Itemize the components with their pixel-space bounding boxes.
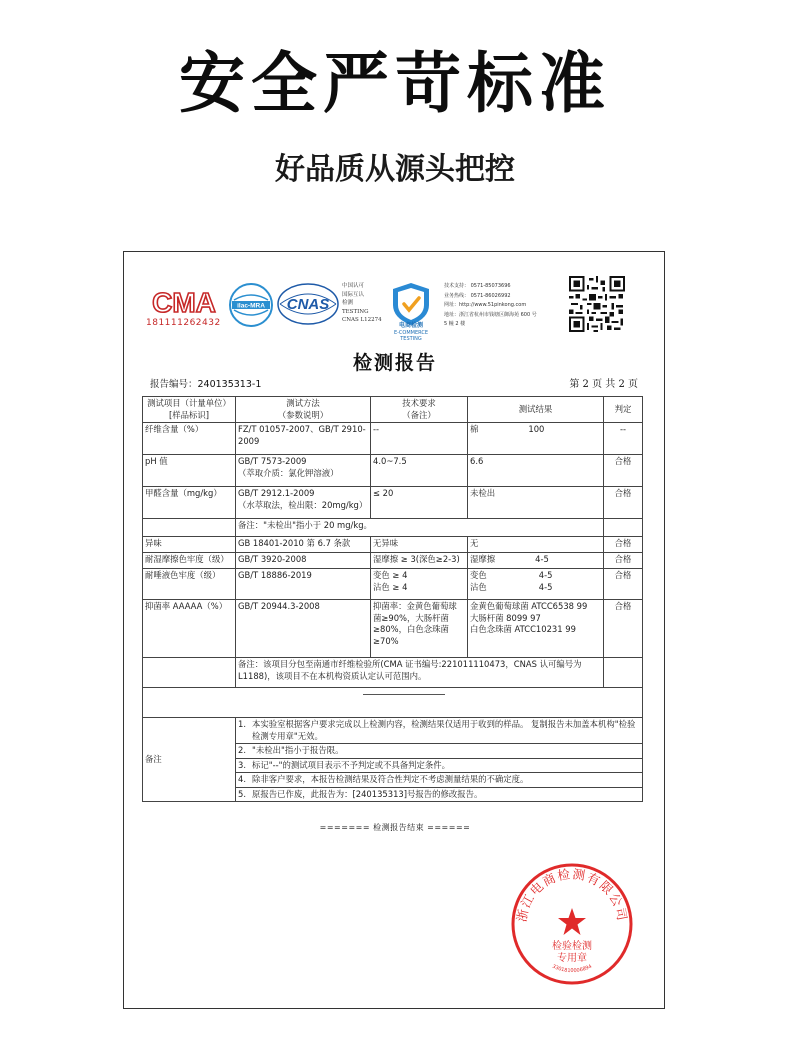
cell-result: 金黄色葡萄球菌 ATCC6538 99 大肠杆菌 8099 97 白色念珠菌 ATCC10231 99 [468, 600, 604, 658]
cell-result: 未检出 [468, 487, 604, 519]
address-line-2: 5 幢 2 楼 [444, 321, 466, 327]
cell-verdict: 合格 [604, 487, 643, 519]
cell-item: 纤维含量（%） [143, 423, 236, 455]
ilac-logo-text: ilac-MRA [237, 302, 265, 310]
cell-result: 湿摩擦 4-5 [468, 553, 604, 569]
cell-item: 耐湿摩擦色牢度（级） [143, 553, 236, 569]
cell-method: GB/T 3920-2008 [236, 553, 371, 569]
official-seal-stamp [508, 860, 636, 988]
table-row [143, 487, 643, 519]
divider-line [363, 694, 445, 695]
note-cell: 备注：该项目分包至南通市纤维检验所(CMA 证书编号:221011110473，CNAS 认可编号为 L1188)，该项目不在本机构资质认定认可范围内。 [236, 658, 604, 688]
test-report-document [123, 251, 665, 1009]
svg-text:3301810006894 [551, 964, 593, 974]
table-row [143, 553, 643, 569]
table-row [143, 569, 643, 600]
cell-item: pH 值 [143, 455, 236, 487]
remark-item: 3. 标记"--"的测试项目表示不予判定或不具备判定条件。 [236, 758, 642, 773]
cnas-logo [276, 282, 340, 326]
table-note-row [143, 658, 643, 688]
table-row [143, 537, 643, 553]
remark-item: 5. 原报告已作废，此报告为：[240135313]号报告的修改报告。 [238, 788, 483, 799]
cell-requirement: 湿摩擦 ≥ 3(深色≥2-3) [371, 553, 468, 569]
cell-verdict: -- [604, 423, 643, 455]
ilac-mra-logo [228, 282, 274, 328]
report-end-marker: ======= 检测报告结束 ====== [319, 823, 471, 832]
stamp-center-line2: 专用章 [557, 953, 587, 964]
stamp-serial: 3301810006894 [551, 963, 593, 975]
cell-method: GB 18401-2010 第 6.7 条款 [236, 537, 371, 553]
stamp-ring-text: 浙江电商检测有限公司 [513, 866, 631, 924]
header-method: 测试方法 （参数说明） [236, 397, 371, 423]
cell-requirement: 变色 ≥ 4 沾色 ≥ 4 [371, 569, 468, 600]
cell-result: 棉 100 [468, 423, 604, 455]
cell-method: FZ/T 01057-2007、GB/T 2910-2009 [236, 423, 371, 455]
ec-logo-label: 电商检测 [398, 322, 424, 328]
cell-method: GB/T 18886-2019 [236, 569, 371, 600]
cell-verdict: 合格 [604, 569, 643, 600]
business-line: 业务热线： 0571-86026992 [444, 292, 511, 299]
cell-requirement: 抑菌率：金黄色葡萄球菌≥90%，大肠杆菌≥80%，白色念珠菌≥70% [371, 600, 468, 658]
cnas-accreditation-text: 中国认可 国际互认 检测 TESTING CNAS L12274 [342, 283, 382, 323]
cell-verdict: 合格 [604, 553, 643, 569]
cell-result: 6.6 [468, 455, 604, 487]
ec-logo-subtitle: E-COMMERCE TESTING [393, 330, 429, 342]
cell-requirement: 无异味 [371, 537, 468, 553]
test-results-table [142, 396, 643, 802]
qr-code [569, 276, 625, 332]
hero-subtitle: 好品质从源头把控 [275, 152, 515, 187]
header-verdict: 判定 [604, 397, 643, 423]
cell-requirement: 4.0~7.5 [371, 455, 468, 487]
tech-support-line: 技术支持： 0571-85073696 [444, 283, 511, 289]
cma-number: 181111262432 [146, 318, 221, 328]
cell-item: 抑菌率 AAAAA（%） [143, 600, 236, 658]
cma-logo-text: CMA [152, 287, 216, 318]
address-line: 地址：浙江省杭州市钱塘区御海苑 600 号 [444, 311, 537, 318]
remarks-cell [236, 718, 643, 802]
header-result: 测试结果 [468, 397, 604, 423]
ecommerce-testing-logo [386, 280, 436, 328]
report-number: 报告编号：240135313-1 [150, 379, 262, 390]
cell-verdict: 合格 [604, 537, 643, 553]
cell-requirement: ≤ 20 [371, 487, 468, 519]
header-item: 测试项目（计量单位） [样品标识] [143, 397, 236, 423]
page-info: 第 2 页 共 2 页 [569, 379, 638, 390]
hero-title: 安全严苛标准 [179, 45, 611, 122]
cell-verdict: 合格 [604, 455, 643, 487]
note-cell: 备注："未检出"指小于 20 mg/kg。 [236, 519, 604, 537]
cell-result: 无 [468, 537, 604, 553]
cell-item: 耐唾液色牢度（级） [143, 569, 236, 600]
cell-method: GB/T 20944.3-2008 [236, 600, 371, 658]
remark-item: 1. 本实验室根据客户要求完成以上检测内容，检测结果仅适用于收到的样品。 复制报告未加盖本机构"检验检测专用章"无效。 [236, 718, 642, 744]
remarks-row [143, 718, 643, 802]
cell-requirement: -- [371, 423, 468, 455]
cell-method: GB/T 7573-2009 （萃取介质：氯化钾溶液） [236, 455, 371, 487]
cell-verdict: 合格 [604, 600, 643, 658]
cnas-logo-text: CNAS [286, 296, 330, 313]
table-note-row [143, 519, 643, 537]
cell-result: 变色 4-5 沾色 4-5 [468, 569, 604, 600]
table-header-row [143, 397, 643, 423]
report-title: 检测报告 [352, 352, 437, 374]
remarks-label: 备注 [143, 718, 236, 802]
table-row [143, 600, 643, 658]
header-requirement: 技术要求 （备注） [371, 397, 468, 423]
website-line: 网址：http://www.51pinkong.com [444, 302, 527, 308]
cell-method: GB/T 2912.1-2009 （水萃取法，检出限：20mg/kg） [236, 487, 371, 519]
remark-item: 2. "未检出"指小于报告限。 [236, 744, 642, 759]
table-row [143, 423, 643, 455]
contact-info [444, 282, 570, 330]
table-spacer-row [143, 688, 643, 718]
stamp-center-line1: 检验检测 [552, 941, 592, 952]
cell-item: 甲醛含量（mg/kg） [143, 487, 236, 519]
cell-item: 异味 [143, 537, 236, 553]
table-row [143, 455, 643, 487]
remark-item: 4. 除非客户要求，本报告检测结果及符合性判定不考虑测量结果的不确定度。 [236, 773, 642, 788]
